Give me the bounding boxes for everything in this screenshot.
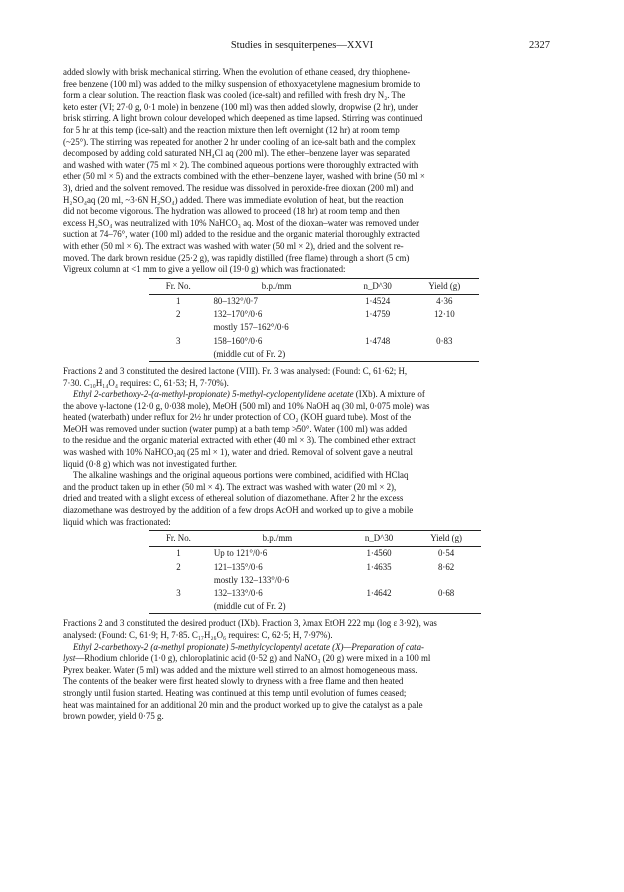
paragraph-lactone-result: Fractions 2 and 3 constituted the desired lactone (VIII). Fr. 3 was analysed: (Found: C, 61·62; H, 7·30. C₁₀H₁₄O₄ requires: C, 61·53; H, 7·70%). (63, 365, 408, 388)
compound-name: Ethyl 2-carbethoxy-2 (α-methyl propionate) 5-methylcyclopentyl acetate (X)—Preparation of cata- (73, 641, 424, 652)
table-header: n_D^30 (347, 531, 411, 547)
paragraph-catalyst-preparation: Ethyl 2-carbethoxy-2 (α-methyl propionate) 5-methylcyclopentyl acetate (X)—Preparation of cata- lyst—Rhodium chloride (1·0 g), chloroplatinic acid (0·52 g) and NaNO₃ (20 g) were mixed in a 100 ml Pyrex beaker. Water (5 ml) was added and the mixture well stirred to an almost homogeneous mass. The contents of the beaker were first heated slowly to dryness with a free flame and then heated strongly until fusion started. Heating was continued at this temp until evolution of fumes ceased; heat was maintained for an additional 20 min and the product worked up to give the catalyst as a pale brown powder, yield 0·75 g. (63, 641, 431, 722)
table-row: 1 80–132°/0·7 1·4524 4·36 (176, 295, 453, 306)
fractionation-table-2 (149, 530, 481, 614)
table-row: (middle cut of Fr. 2) (149, 600, 481, 614)
table-header: Yield (g) (410, 278, 479, 294)
table-row: mostly 132–133°/0·6 (213, 574, 290, 585)
table-header: Fr. No. (149, 278, 207, 294)
running-title: Studies in sesquiterpenes—XXVI (230, 40, 374, 51)
table-row: 1 Up to 121°/0·6 1·4560 0·54 (176, 548, 455, 559)
article-body (63, 67, 552, 723)
table-row: 3 158–160°/0·6 1·4748 0·83 (176, 335, 453, 346)
table-header: b.p./mm (208, 531, 347, 547)
table-row: (middle cut of Fr. 2) (149, 348, 479, 362)
table-row: 2 121–135°/0·6 1·4635 8·62 (176, 561, 455, 572)
paragraph-ixb-result: Fractions 2 and 3 constituted the desired product (IXb). Fraction 3, λmax EtOH 222 mμ (log ε 3·92), was analysed: (Found: C, 61·9; H, 7·85. C₁₇H₂₆O₆ requires: C, 62·5; H, 7·97%). (63, 618, 437, 641)
compound-name: Ethyl 2-carbethoxy-2-(α-methyl-propionate) 5-methyl-cyclopentylidene acetate (73, 389, 354, 400)
running-header (62, 40, 550, 56)
table-header: Fr. No. (149, 531, 208, 547)
paragraph-alkaline-washings: The alkaline washings and the original aqueous portions were combined, acidified with HClaq and the product taken up in ether (50 ml × 4). The extract was washed with water (20 ml × 2), dried and treated with a slight excess of ethereal solution of diazomethane. After 2 hr the excess diazomethane was destroyed by the addition of a few drops AcOH and worked up to give a mobile liquid which was fractionated: (63, 470, 414, 527)
paragraph-grignard-procedure: added slowly with brisk mechanical stirring. When the evolution of ethane ceased, dry thiophene- free benzene (100 ml) was added to the milky suspension of ethoxyacetylene magnesium bromide to form a clear solution. The reaction flask was cooled (ice-salt) and refilled with fresh dry N₂. The keto ester (VI; 27·0 g, 0·1 mole) in benzene (100 ml) was then added slowly, dropwise (2 hr), under brisk stirring. A light brown colour developed which deepened as time lapsed. Stirring was continued for 5 hr at this temp (ice-salt) and the reaction mixture then left overnight (12 hr) at room temp (~25°). The stirring was repeated for another 2 hr under cooling of an ice-salt bath and the complex decomposed by adding cold saturated NH₄Cl aq (200 ml). The ether–benzene layer was separated and washed with water (75 ml × 2). The combined aqueous portions were thoroughly extracted with ether (50 ml × 5) and the extracts combined with the ether–benzene layer, washed with brine (50 ml × 3), dried and the solvent removed. The residue was dissolved in peroxide-free dioxan (200 ml) and H₂SO₄aq (20 ml, ~3·6N H₂SO₄) added. There was immediate evolution of heat, but the reaction did not become vigorous. The hydration was allowed to proceed (18 hr) at room temp and then excess H₂SO₄ was neutralized with 10% NaHCO₃ aq. Most of the dioxan–water was removed under suction at 74–76°, water (100 ml) added to the residue and the organic material thoroughly extracted with ether (50 ml × 6). The extract was washed with water (50 ml × 2), dried and the solvent re- moved. The dark brown residue (25·2 g), was rapidly distilled (free flame) through a short (5 cm) Vigreux column at <1 mm to give a yellow oil (19·0 g) which was fractionated: (63, 67, 425, 275)
paragraph-ester-ixb: Ethyl 2-carbethoxy-2-(α-methyl-propionate) 5-methyl-cyclopentylidene acetate (IXb). A mixture of the above γ-lactone (12·0 g, 0·038 mole), MeOH (500 ml) and 10% NaOH aq (30 ml, 0·075 mole) was heated (waterbath) under reflux for 2½ hr under protection of CO₂ (KOH guard tube). Most of the MeOH was removed under suction (water pump) at a bath temp ≯50°. Water (100 ml) was added to the residue and the organic material extracted with ether (40 ml × 3). The combined ether extract was washed with 10% NaHCO₃aq (25 ml × 1), water and dried. Removal of solvent gave a neutral liquid (0·8 g) which was not investigated further. (63, 389, 430, 469)
table-header: n_D^30 (346, 278, 410, 294)
fractionation-table-1 (149, 278, 479, 362)
table-row: 3 132–133°/0·6 1·4642 0·68 (176, 588, 455, 599)
table-header: b.p./mm (207, 278, 345, 294)
table-row: mostly 157–162°/0·6 (213, 322, 289, 333)
table-row: 2 132–170°/0·6 1·4759 12·10 (176, 309, 455, 320)
page-number: 2327 (529, 40, 550, 51)
table-header: Yield (g) (411, 531, 481, 547)
